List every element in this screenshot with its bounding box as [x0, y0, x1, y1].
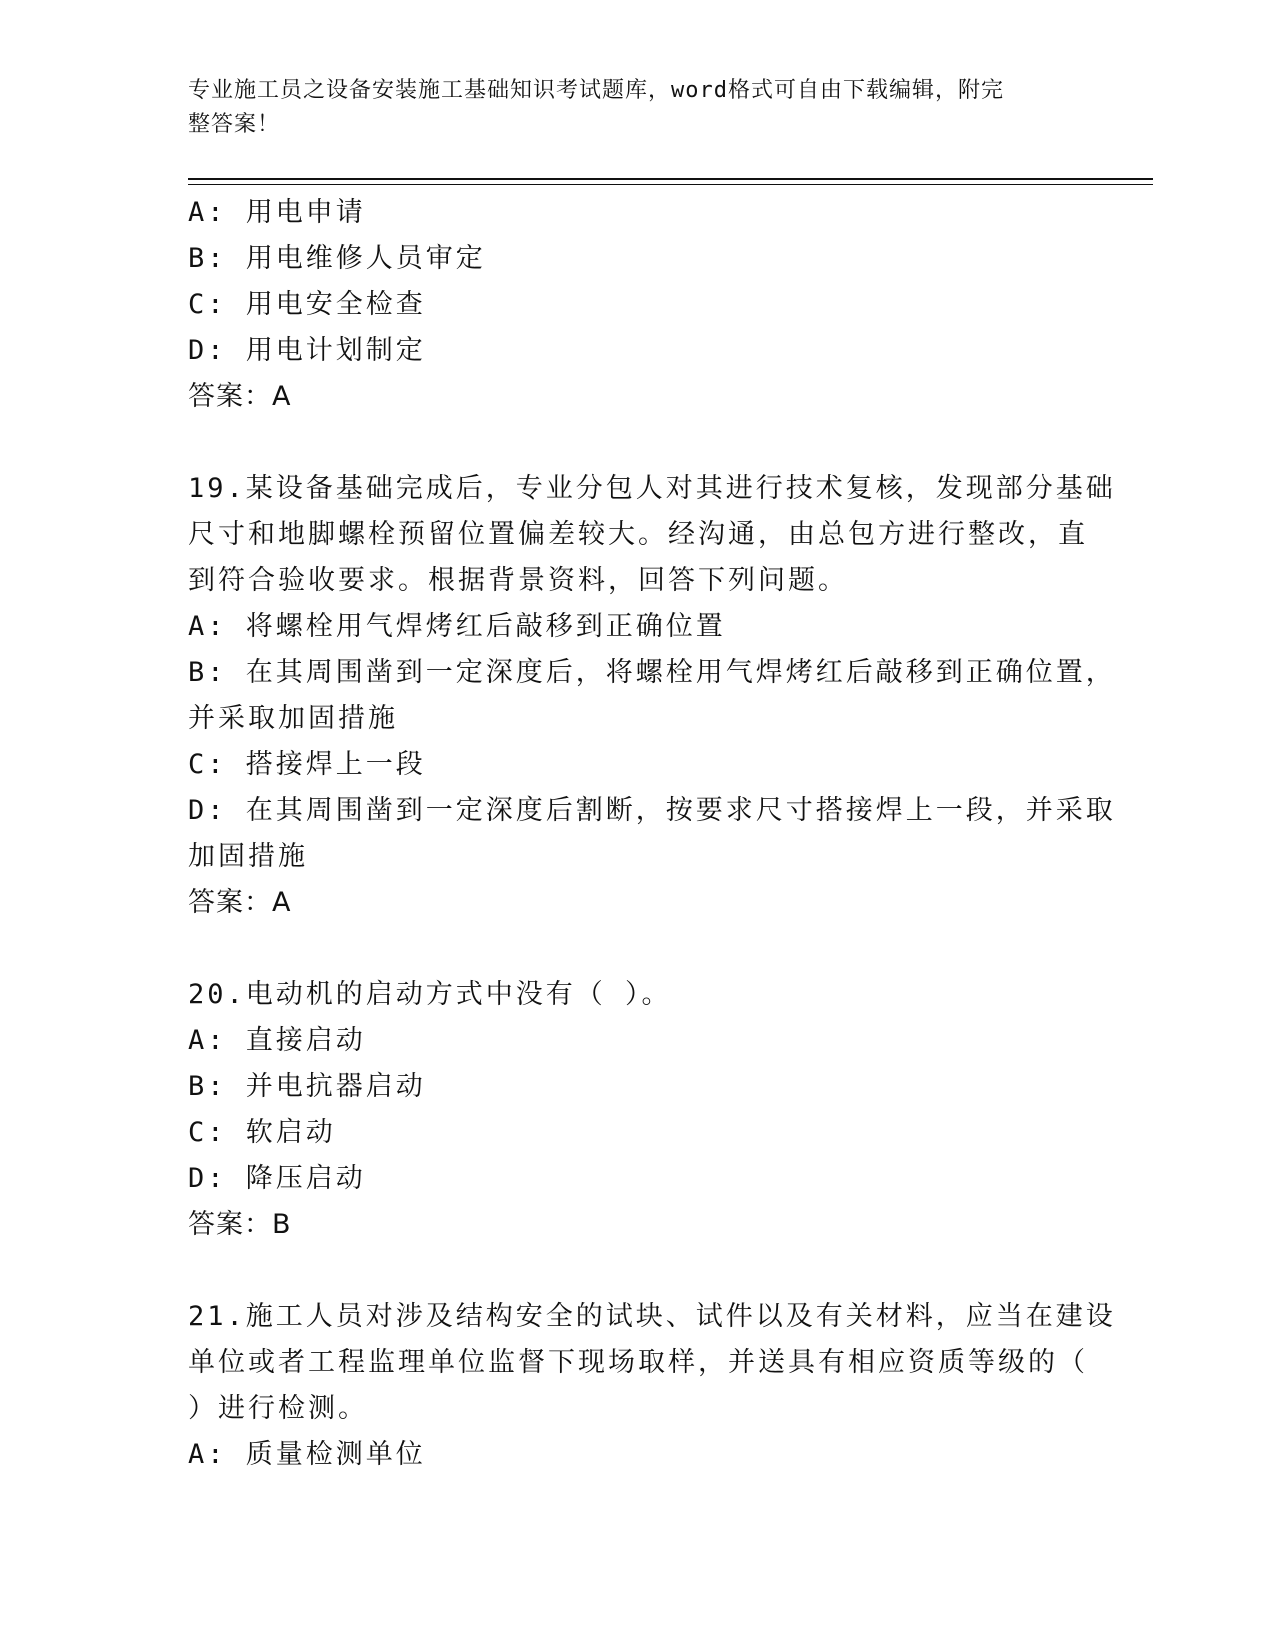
spacer [188, 1248, 1088, 1294]
spacer [188, 926, 1088, 972]
option-d: D: 降压启动 [188, 1163, 366, 1194]
header-divider-thick [188, 178, 1153, 180]
question-stem-line: ）进行检测。 [188, 1393, 368, 1424]
option-c: C: 软启动 [188, 1117, 336, 1148]
option-a: A: 将螺栓用气焊烤红后敲移到正确位置 [188, 611, 726, 642]
question-19 [188, 466, 1116, 926]
option-a: A: 用电申请 [188, 197, 366, 228]
option-a: A: 直接启动 [188, 1025, 366, 1056]
option-b-continued: 并采取加固措施 [188, 703, 398, 734]
option-d-continued: 加固措施 [188, 841, 308, 872]
option-b: B: 在其周围凿到一定深度后，将螺栓用气焊烤红后敲移到正确位置， [188, 657, 1116, 688]
question-18 [188, 190, 1088, 420]
question-21 [188, 1294, 1116, 1478]
option-c: C: 搭接焊上一段 [188, 749, 426, 780]
option-b: B: 并电抗器启动 [188, 1071, 426, 1102]
answer: 答案：B [188, 1209, 292, 1240]
question-stem-line: 到符合验收要求。根据背景资料，回答下列问题。 [188, 565, 848, 596]
question-stem-line: 21.施工人员对涉及结构安全的试块、试件以及有关材料，应当在建设 [188, 1301, 1116, 1332]
document-header [188, 74, 1068, 142]
question-stem-line: 19.某设备基础完成后，专业分包人对其进行技术复核，发现部分基础 [188, 473, 1116, 504]
option-b: B: 用电维修人员审定 [188, 243, 486, 274]
option-d: D: 用电计划制定 [188, 335, 426, 366]
option-c: C: 用电安全检查 [188, 289, 426, 320]
question-list [188, 190, 1116, 1478]
option-a: A: 质量检测单位 [188, 1439, 426, 1470]
option-d: D: 在其周围凿到一定深度后割断，按要求尺寸搭接焊上一段，并采取 [188, 795, 1116, 826]
header-divider-thin [188, 184, 1153, 185]
header-line-2: 整答案！ [188, 112, 281, 137]
question-20 [188, 972, 1088, 1248]
question-stem-line: 尺寸和地脚螺栓预留位置偏差较大。经沟通，由总包方进行整改，直 [188, 519, 1088, 550]
answer: 答案：A [188, 887, 292, 918]
spacer [188, 420, 1088, 466]
question-stem-line: 单位或者工程监理单位监督下现场取样，并送具有相应资质等级的（ [188, 1347, 1088, 1378]
question-stem-line: 20.电动机的启动方式中没有（ ）。 [188, 979, 672, 1010]
header-line-1: 专业施工员之设备安装施工基础知识考试题库，word格式可自由下载编辑，附完 [188, 78, 1004, 103]
answer: 答案：A [188, 381, 292, 412]
